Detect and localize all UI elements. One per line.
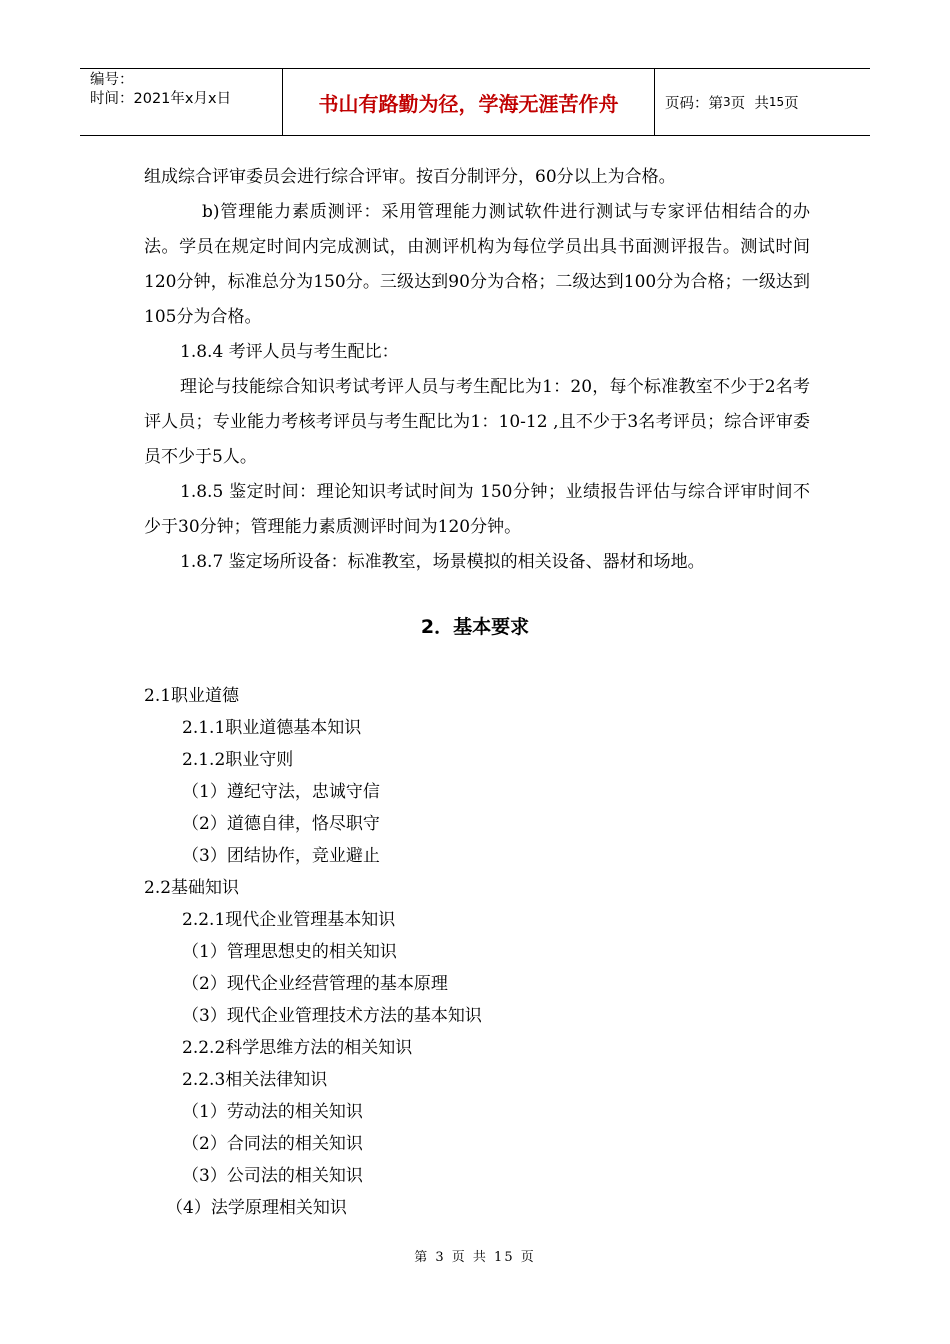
page-total: 15 bbox=[768, 95, 785, 109]
paragraph: 1.8.4 考评人员与考生配比： bbox=[180, 342, 399, 362]
outline-item: （4）法学原理相关知识 bbox=[166, 1198, 347, 1218]
header-page-info bbox=[655, 69, 870, 135]
outline-item: （3）团结协作，竞业避止 bbox=[182, 846, 380, 866]
paragraph: 理论与技能综合知识考试考评人员与考生配比为1：20，每个标准教室不少于2名考评人员；专业能力考核考评员与考生配比为1：10-12 ,且不少于3名考评员；综合评审委员不少于5人。 bbox=[144, 377, 810, 467]
outline-item: 2.1.2职业守则 bbox=[182, 750, 294, 770]
header-motto: 书山有路勤为径，学海无涯苦作舟 bbox=[283, 69, 655, 135]
page-prefix: 页码：第 bbox=[665, 95, 723, 112]
page-header bbox=[80, 68, 870, 136]
outline-item: （1）管理思想史的相关知识 bbox=[182, 942, 397, 962]
outline-item: （1）劳动法的相关知识 bbox=[182, 1102, 363, 1122]
header-meta-cell bbox=[80, 69, 283, 135]
outline-item: 2.2.2科学思维方法的相关知识 bbox=[182, 1038, 413, 1058]
paragraph: 组成综合评审委员会进行综合评审。按百分制评分，60分以上为合格。 bbox=[144, 167, 676, 187]
page-footer: 第 3 页 共 15 页 bbox=[414, 1250, 536, 1265]
section-title: 2．基本要求 bbox=[420, 616, 530, 638]
outline-item: 2.2基础知识 bbox=[144, 878, 240, 898]
page-mid: 页 共 bbox=[730, 95, 769, 112]
paragraph: 1.8.7 鉴定场所设备：标准教室，场景模拟的相关设备、器材和场地。 bbox=[180, 552, 705, 572]
outline-item: （1）遵纪守法，忠诚守信 bbox=[182, 782, 380, 802]
outline-item: （3）公司法的相关知识 bbox=[182, 1166, 363, 1186]
outline-item: 2.2.3相关法律知识 bbox=[182, 1070, 328, 1090]
outline-item: 2.1.1职业道德基本知识 bbox=[182, 718, 362, 738]
paragraph: 1.8.5 鉴定时间：理论知识考试时间为 150分钟；业绩报告评估与综合评审时间不少于30分钟；管理能力素质测评时间为120分钟。 bbox=[144, 482, 810, 537]
outline-item: 2.2.1现代企业管理基本知识 bbox=[182, 910, 396, 930]
page-current: 3 bbox=[723, 95, 731, 109]
date-label: 时间：2021年x月x日 bbox=[90, 91, 232, 107]
paragraph: b)管理能力素质测评：采用管理能力测试软件进行测试与专家评估相结合的办法。学员在规定时间内完成测试，由测评机构为每位学员出具书面测评报告。测试时间120分钟，标准总分为150分。三级达到90分为合格；二级达到100分为合格；一级达到105分为合格。 bbox=[144, 202, 810, 327]
number-label: 编号： bbox=[90, 72, 134, 88]
outline-item: 2.1职业道德 bbox=[144, 686, 240, 706]
outline-item: （3）现代企业管理技术方法的基本知识 bbox=[182, 1006, 482, 1026]
body-text bbox=[144, 160, 810, 580]
page-suffix: 页 bbox=[784, 95, 799, 112]
outline-item: （2）现代企业经营管理的基本原理 bbox=[182, 974, 448, 994]
outline-item: （2）合同法的相关知识 bbox=[182, 1134, 363, 1154]
outline-item: （2）道德自律，恪尽职守 bbox=[182, 814, 380, 834]
